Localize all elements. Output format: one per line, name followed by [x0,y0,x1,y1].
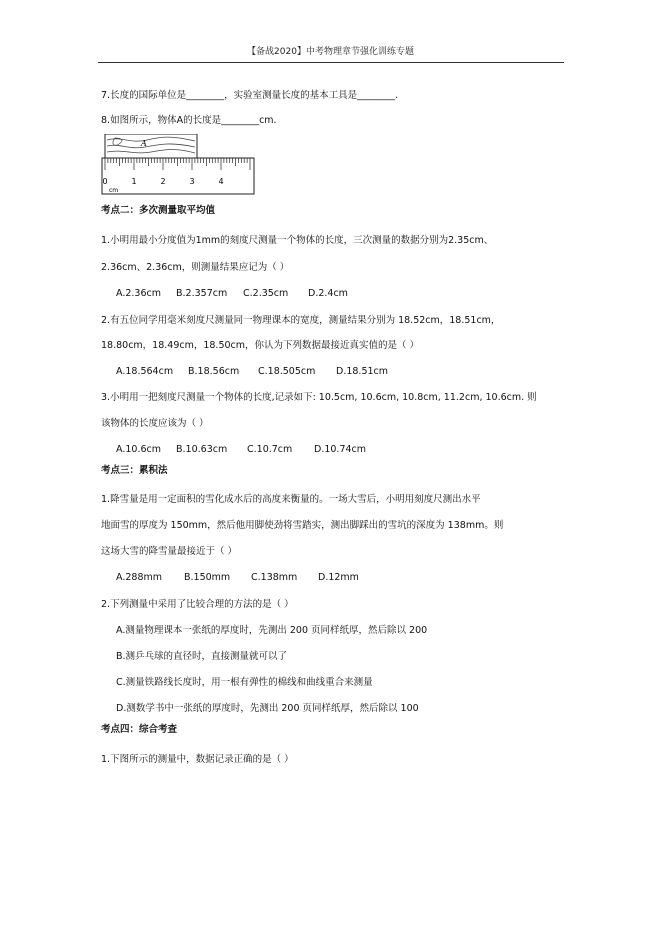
option-d: D.测数学书中一张纸的厚度时，先测出 200 页同样纸厚，然后除以 100 [116,703,419,714]
option-c: C.138mm [251,572,298,583]
option-c: C.测量铁路线长度时，用一根有弹性的棉线和曲线重合来测量 [116,677,373,688]
s2-question-3-line-2: 该物体的长度应该为（ ） [101,418,209,429]
option-c: C.2.35cm [243,288,289,299]
tick-label: 3 [189,177,195,186]
section-2-title: 考点二：多次测量取平均值 [101,205,216,216]
option-a: A.18.564cm [116,366,174,377]
s2-question-2-line-1: 2.有五位同学用毫米刻度尺测量同一物理课本的宽度，测量结果分别为 18.52cm，18.51cm， [101,315,501,326]
unit-label: cm [109,187,119,194]
option-a: A.288mm [116,572,162,583]
option-a: A.10.6cm [116,444,161,455]
header-divider [98,62,564,63]
s2-question-1-line-2: 2.36cm、2.36cm，则测量结果应记为（ ） [101,262,290,273]
option-d: D.18.51cm [336,366,389,377]
option-d: D.12mm [318,572,359,583]
object-label: A [141,139,147,148]
option-d: D.2.4cm [308,288,348,299]
s3-question-2-line-1: 2.下列测量中采用了比较合理的方法的是（ ） [101,599,294,610]
tick-label: 4 [218,177,224,186]
s3-question-1-line-3: 这场大雪的降雪量最接近于（ ） [101,546,238,557]
option-c: C.18.505cm [258,366,316,377]
option-b: B.10.63cm [176,444,228,455]
tick-label: 0 [102,177,108,186]
option-b: B.测乒乓球的直径时，直接测量就可以了 [116,651,288,662]
ruler-figure [101,134,261,196]
s2-question-1-line-1: 1.小明用最小分度值为1mm的刻度尺测量一个物体的长度，三次测量的数据分别为2.35cm、 [101,235,494,246]
s2-question-2-line-2: 18.80cm，18.49cm，18.50cm，你认为下列数据最接近真实值的是（ ） [101,340,420,351]
s3-question-1-line-2: 地面雪的厚度为 150mm，然后他用脚使劲将雪踏实，测出脚踩出的雪坑的深度为 138mm。则 [101,520,504,531]
option-a: A.测量物理课本一张纸的厚度时，先测出 200 页同样纸厚，然后除以 200 [116,625,428,636]
option-b: B.18.56cm [188,366,240,377]
tick-label: 2 [160,177,166,186]
option-b: B.150mm [184,572,231,583]
option-c: C.10.7cm [247,444,293,455]
section-3-title: 考点三：累积法 [101,465,168,476]
wood-block-a [105,134,197,158]
page-header: 【备战2020】中考物理章节强化训练专题 [247,47,414,57]
ruler-body [102,158,254,194]
question-8: 8.如图所示，物体A的长度是________cm. [101,115,277,126]
s3-question-1-line-1: 1.降雪量是用一定面积的雪化成水后的高度来衡量的。一场大雪后，小明用刻度尺测出水平 [101,494,481,505]
s2-question-3-line-1: 3.小明用一把刻度尺测量一个物体的长度,记录如下: 10.5cm, 10.6cm, 10.8cm, 11.2cm, 10.6cm. 则 [101,392,537,403]
option-d: D.10.74cm [314,444,367,455]
section-4-title: 考点四：综合考查 [101,724,178,735]
tick-label: 1 [131,177,137,186]
option-a: A.2.36cm [116,288,161,299]
option-b: B.2.357cm [176,288,228,299]
s4-question-1: 1.下图所示的测量中，数据记录正确的是（ ） [101,754,294,765]
question-7: 7.长度的国际单位是________，实验室测量长度的基本工具是________. [101,90,399,101]
